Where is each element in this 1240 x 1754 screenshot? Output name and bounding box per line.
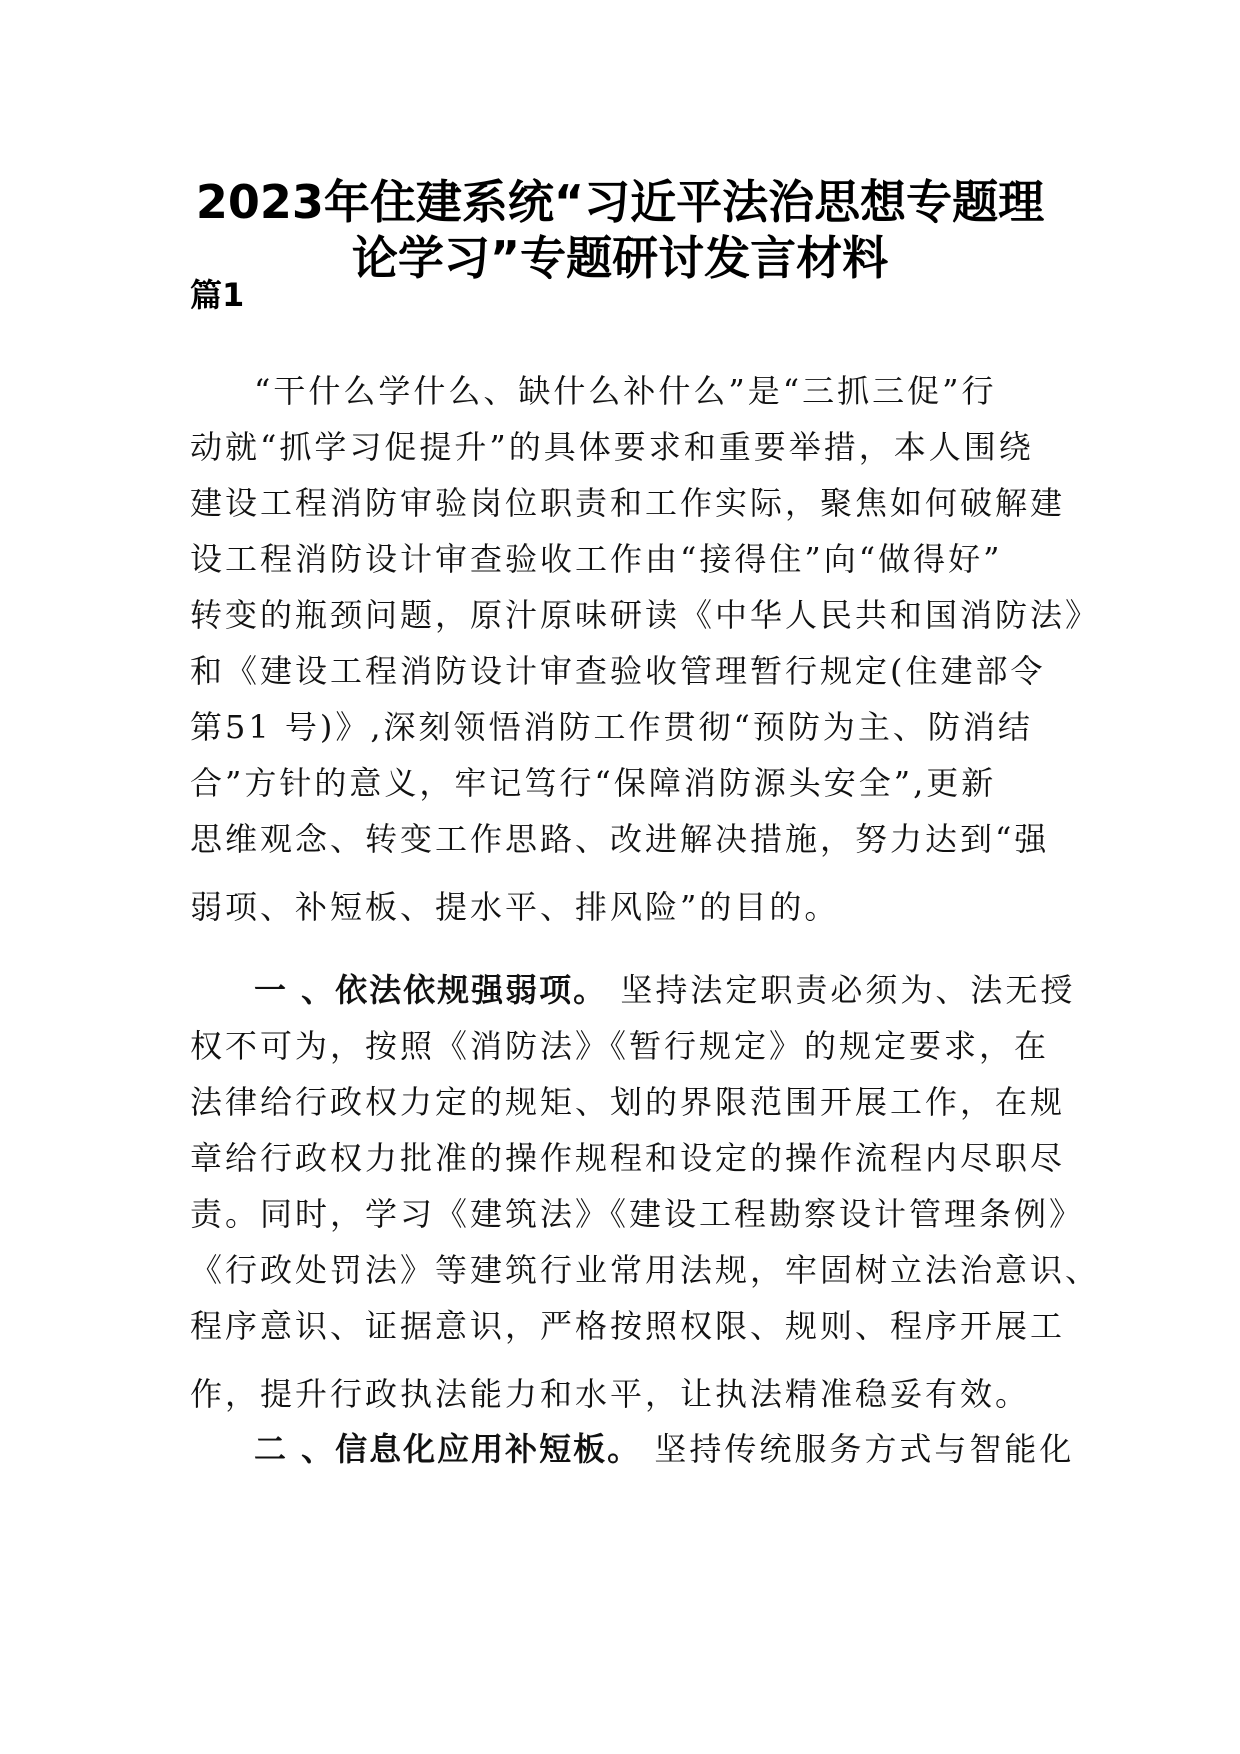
paragraph-line: 《行政处罚法》等建筑行业常用法规，牢固树立法治意识、 bbox=[190, 1251, 1101, 1289]
paragraph-line: 转变的瓶颈问题，原汁原味研读《中华人民共和国消防法》 bbox=[190, 596, 1101, 634]
section-label: 篇1 bbox=[190, 276, 245, 314]
document-title-line-1: 2023年住建系统“习近平法治思想专题理 bbox=[195, 175, 1045, 229]
point-2-heading: 二 、信息化应用补短板。 bbox=[254, 1430, 642, 1468]
paragraph-line: 法律给行政权力定的规矩、划的界限范围开展工作，在规 bbox=[190, 1083, 1066, 1121]
point-2-paragraph bbox=[190, 1421, 1075, 1477]
paragraph-line: 思维观念、转变工作思路、改进解决措施，努力达到“强 bbox=[190, 820, 1050, 858]
point-2-first-text: 坚持传统服务方式与智能化 bbox=[654, 1430, 1075, 1468]
paragraph-line: 权不可为，按照《消防法》《暂行规定》的规定要求，在 bbox=[190, 1027, 1050, 1065]
document-title-line-2: 论学习”专题研讨发言材料 bbox=[351, 231, 889, 285]
point-1-paragraph bbox=[190, 962, 1101, 1422]
paragraph-line: “干什么学什么、缺什么补什么”是“三抓三促”行 bbox=[254, 372, 997, 410]
paragraph-line: 弱项、补短板、提水平、排风险”的目的。 bbox=[190, 888, 840, 926]
paragraph-line bbox=[190, 1421, 1075, 1477]
paragraph-line: 程序意识、证据意识，严格按照权限、规则、程序开展工 bbox=[190, 1307, 1066, 1345]
paragraph-line bbox=[190, 962, 1076, 1018]
paragraph-line: 设工程消防设计审查验收工作由“接得住”向“做得好” bbox=[190, 540, 1003, 578]
paragraph-line: 动就“抓学习促提升”的具体要求和重要举措，本人围绕 bbox=[190, 428, 1034, 466]
paragraph-line: 建设工程消防审验岗位职责和工作实际，聚焦如何破解建 bbox=[190, 484, 1066, 522]
paragraph-line: 章给行政权力批准的操作规程和设定的操作流程内尽职尽 bbox=[190, 1139, 1066, 1177]
intro-paragraph bbox=[190, 363, 1101, 935]
paragraph-line: 合”方针的意义，牢记笃行“保障消防源头安全”,更新 bbox=[190, 764, 997, 802]
point-1-first-text: 坚持法定职责必须为、法无授 bbox=[620, 971, 1076, 1009]
point-1-heading: 一 、依法依规强弱项。 bbox=[254, 971, 608, 1009]
paragraph-line: 责。同时，学习《建筑法》《建设工程勘察设计管理条例》 bbox=[190, 1195, 1085, 1233]
paragraph-line: 和《建设工程消防设计审查验收管理暂行规定(住建部令 bbox=[190, 652, 1046, 690]
paragraph-line: 第51 号)》,深刻领悟消防工作贯彻“预防为主、防消结 bbox=[190, 708, 1033, 746]
paragraph-line: 作，提升行政执法能力和水平，让执法精准稳妥有效。 bbox=[190, 1375, 1031, 1413]
